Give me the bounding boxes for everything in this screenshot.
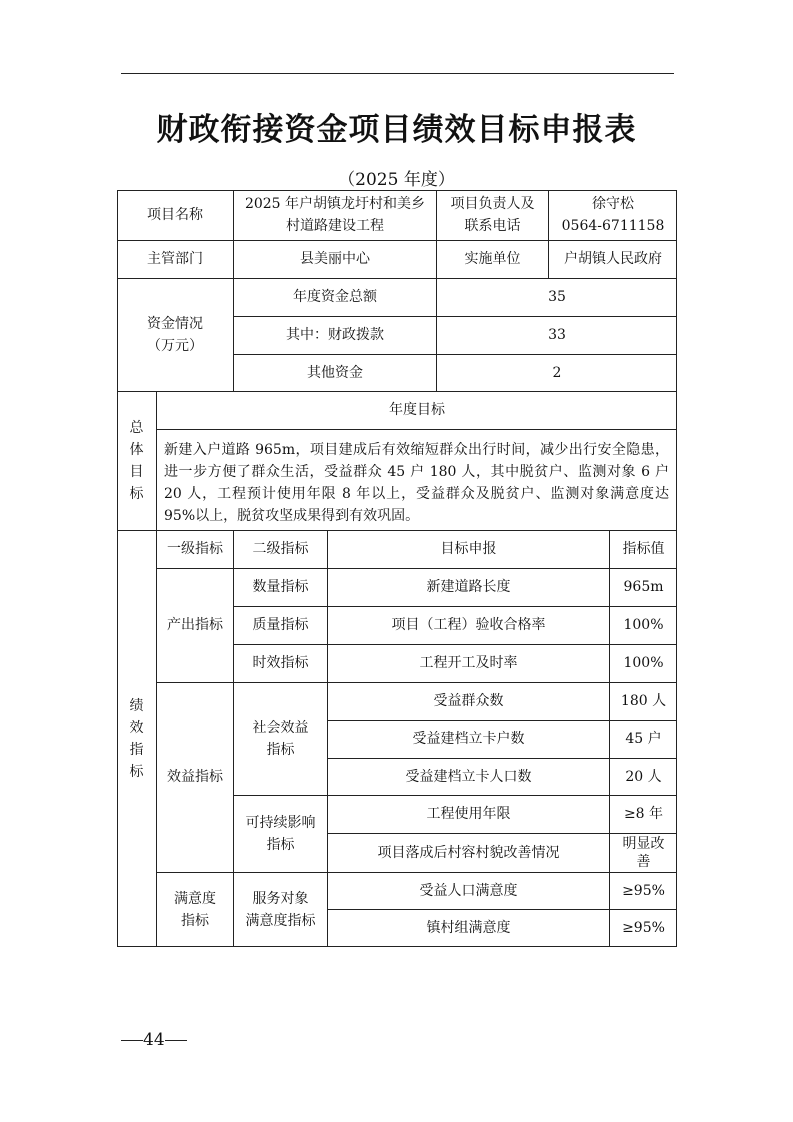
leader-label: 项目负责人及 联系电话 xyxy=(436,190,548,240)
table-row-value: ≥8 年 xyxy=(609,795,677,833)
sustainable-impact-label: 可持续影响 指标 xyxy=(233,795,327,872)
table-row-target: 受益群众数 xyxy=(327,682,609,720)
social-benefit-label: 社会效益 指标 xyxy=(233,682,327,795)
funds-label: 资金情况 （万元） xyxy=(117,278,233,391)
table-row-target: 镇村组满意度 xyxy=(327,909,609,947)
funds-other-label: 其他资金 xyxy=(233,354,436,391)
table-row-value: 100% xyxy=(609,644,677,682)
impl-value: 户胡镇人民政府 xyxy=(548,240,677,278)
table-row-target: 受益人口满意度 xyxy=(327,872,609,909)
header-value: 指标值 xyxy=(609,530,677,568)
funds-fiscal-value: 33 xyxy=(436,316,677,354)
project-name-label: 项目名称 xyxy=(147,206,203,223)
table-row-value: ≥95% xyxy=(609,872,677,909)
year-subtitle: （2025 年度） xyxy=(338,170,455,190)
page-title: 财政衔接资金项目绩效目标申报表 xyxy=(156,112,637,148)
dept-label: 主管部门 xyxy=(117,240,233,278)
header-level2: 二级指标 xyxy=(233,530,327,568)
table-row-target: 受益建档立卡人口数 xyxy=(327,758,609,795)
annual-goal-text: 新建入户道路 965m，项目建成后有效缩短群众出行时间，减少出行安全隐患，进一步方便了群众生活，受益群众 45 户 180 人，其中脱贫户、监测对象 6 户 20 人，工程预计使用年限 8 年以上，受益群众及脱贫户、监测对象满意度达 95%以上，脱贫攻坚成果得到有效巩固。 xyxy=(164,442,669,524)
table-row-target: 项目落成后村容村貌改善情况 xyxy=(327,833,609,872)
performance-side-label: 绩 效 指 标 xyxy=(117,530,156,947)
benefit-indicator-label: 效益指标 xyxy=(156,682,233,872)
table-row-level2: 数量指标 xyxy=(233,568,327,606)
annual-goal-header: 年度目标 xyxy=(156,391,677,429)
funds-total-value: 35 xyxy=(436,278,677,316)
funds-total-label: 年度资金总额 xyxy=(233,278,436,316)
funds-other-value: 2 xyxy=(436,354,677,391)
table-row-value: 45 户 xyxy=(609,720,677,758)
table-row-target: 工程开工及时率 xyxy=(327,644,609,682)
table-row-value: 20 人 xyxy=(609,758,677,795)
table-row-value: 100% xyxy=(609,606,677,644)
table-row-target: 受益建档立卡户数 xyxy=(327,720,609,758)
table-row-value: ≥95% xyxy=(609,909,677,947)
overall-goal-side-label: 总 体 目 标 xyxy=(117,391,156,530)
table-row-target: 新建道路长度 xyxy=(327,568,609,606)
table-row-target: 项目（工程）验收合格率 xyxy=(327,606,609,644)
project-name-value: 2025 年户胡镇龙圩村和美乡 村道路建设工程 xyxy=(233,190,436,240)
table-row-value: 965m xyxy=(609,568,677,606)
header-level1: 一级指标 xyxy=(156,530,233,568)
satisfaction-indicator-label: 满意度 指标 xyxy=(156,872,233,947)
dept-value: 县美丽中心 xyxy=(233,240,436,278)
table-row-level2: 质量指标 xyxy=(233,606,327,644)
funds-fiscal-label: 其中：财政拨款 xyxy=(233,316,436,354)
table-row-level2: 时效指标 xyxy=(233,644,327,682)
service-satisfaction-label: 服务对象 满意度指标 xyxy=(233,872,327,947)
page-number: 44 xyxy=(121,1030,187,1050)
impl-label: 实施单位 xyxy=(436,240,548,278)
table-row-value: 明显改 善 xyxy=(609,833,677,872)
output-indicator-label: 产出指标 xyxy=(156,568,233,682)
table-row-value: 180 人 xyxy=(609,682,677,720)
top-rule xyxy=(121,73,674,74)
leader-contact: 徐守松 0564-6711158 xyxy=(548,190,677,240)
header-target: 目标申报 xyxy=(327,530,609,568)
table-row-target: 工程使用年限 xyxy=(327,795,609,833)
